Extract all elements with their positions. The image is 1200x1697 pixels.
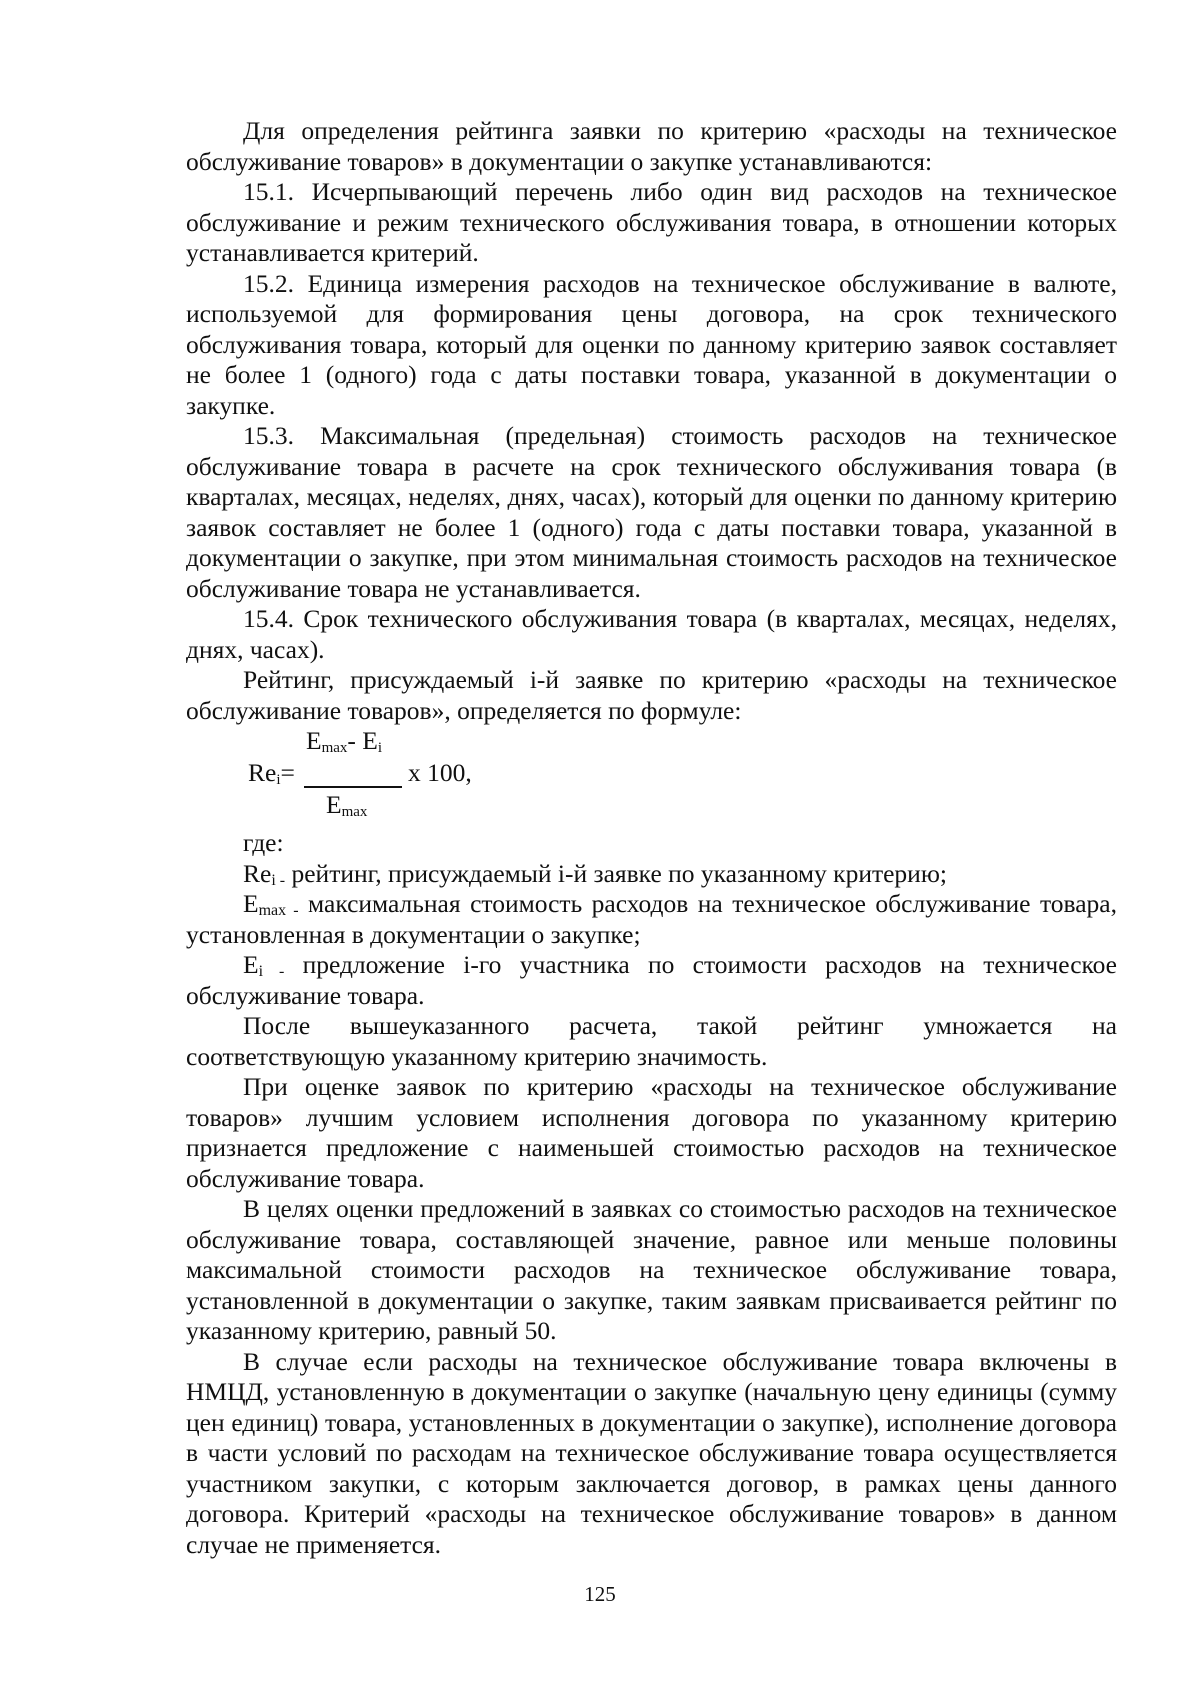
formula-numerator: $E_{max}-$ $E_i$ bbox=[306, 726, 383, 756]
formula-denominator: $E_{max}$ bbox=[326, 790, 368, 820]
where-label: где: bbox=[243, 828, 284, 857]
paragraph-half-cost: В целях оценки предложений в заявках со стоимостью расходов на техническое обслуживание товара, составляющей значение, равное или меньше половины максимальной стоимости расходов на техническое обслуживание товара, установленной в документации о закупке, таким заявкам присваивается рейтинг по указанному критерию, равный 50. bbox=[186, 1194, 1117, 1345]
paragraph-nmcd: В случае если расходы на техническое обслуживание товара включены в НМЦД, установленную в документации о закупке (начальную цену единицы (сумму цен единиц) товара, установленных в документации о закупке), исполнение договора в части условий по расходам на техническое обслуживание товара осуществляется участником закупки, с которым заключается договор, в рамках цены данного договора. Критерий «расходы на техническое обслуживание товаров» в данном случае не применяется. bbox=[186, 1346, 1117, 1559]
paragraph-15-3: 15.3. Максимальная (предельная) стоимость расходов на техническое обслуживание товара в расчете на срок технического обслуживания товара (в кварталах, месяцах, неделях, днях, часах), который для оценки по данному критерию заявок составляет не более 1 (одного) года с даты поставки товара, указанной в документации о закупке, при этом минимальная стоимость расходов на техническое обслуживание товара не устанавливается. bbox=[186, 421, 1117, 603]
document-page bbox=[186, 116, 1117, 1560]
paragraph-after-calc: После вышеуказанного расчета, такой рейтинг умножается на соответствующую указанному критерию значимость. bbox=[186, 1011, 1117, 1071]
formula-fraction-line bbox=[304, 786, 402, 788]
formula-lhs: $Re_i=$ bbox=[248, 758, 295, 788]
paragraph-best-condition: При оценке заявок по критерию «расходы на техническое обслуживание товаров» лучшим условием исполнения договора по указанному критерию признается предложение с наименьшей стоимостью расходов на техническое обслуживание товара. bbox=[186, 1072, 1117, 1193]
paragraph-15-1: 15.1. Исчерпывающий перечень либо один вид расходов на техническое обслуживание и режим технического обслуживания товара, в отношении которых устанавливается критерий. bbox=[186, 177, 1117, 267]
definition-emax: $E_{max -}$ максимальная стоимость расходов на техническое обслуживание товара, установленная в документации о закупке; bbox=[186, 889, 1117, 949]
paragraph-rating-intro: Рейтинг, присуждаемый i-й заявке по критерию «расходы на техническое обслуживание товаров», определяется по формуле: bbox=[186, 665, 1117, 725]
definition-ei: $E_{i -}$ предложение i-го участника по стоимости расходов на техническое обслуживание товара. bbox=[186, 950, 1117, 1010]
paragraph-15-4: 15.4. Срок технического обслуживания товара (в кварталах, месяцах, неделях, днях, часах). bbox=[186, 604, 1117, 664]
formula-multiplier: x 100, bbox=[408, 758, 472, 787]
page-number: 125 bbox=[584, 1582, 616, 1606]
paragraph-15-2: 15.2. Единица измерения расходов на техническое обслуживание в валюте, используемой для формирования цены договора, на срок технического обслуживания товара, который для оценки по данному критерию заявок составляет не более 1 (одного) года с даты поставки товара, указанной в документации о закупке. bbox=[186, 268, 1117, 420]
definition-rei: $Re_{i -}$ рейтинг, присуждаемый i-й заявке по указанному критерию; bbox=[243, 858, 947, 889]
paragraph-intro: Для определения рейтинга заявки по критерию «расходы на техническое обслуживание товаров» в документации о закупке устанавливаются: bbox=[186, 116, 1117, 176]
rating-formula bbox=[186, 726, 1117, 828]
